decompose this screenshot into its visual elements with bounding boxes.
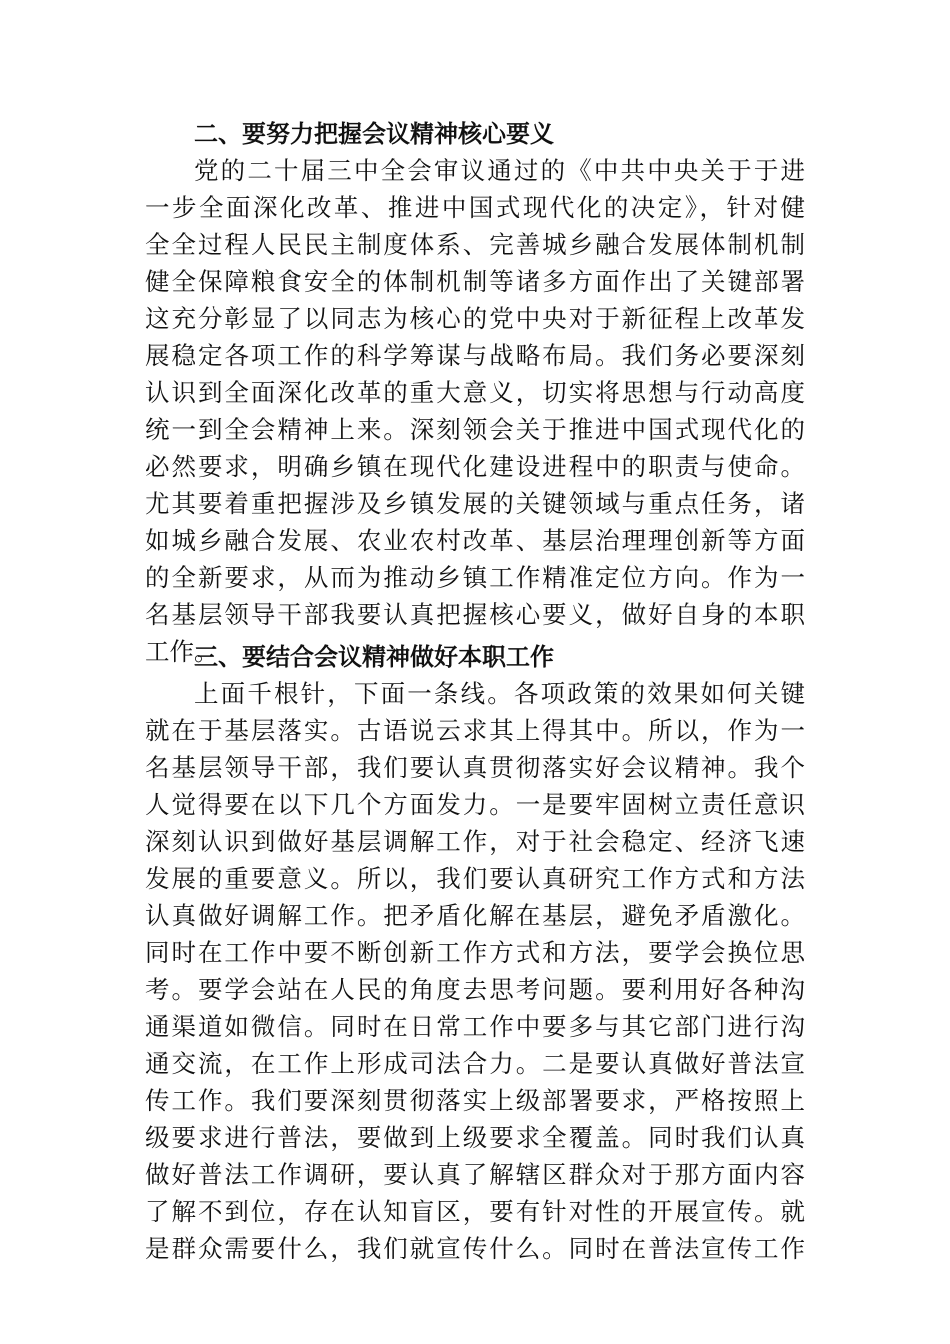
section-heading-3: 三、要结合会议精神做好本职工作	[194, 643, 554, 671]
paragraph-line: 尤其要着重把握涉及乡镇发展的关键领域与重点任务，诸	[145, 489, 805, 518]
paragraph-line: 的全新要求，从而为推动乡镇工作精准定位方向。作为一	[145, 563, 805, 592]
paragraph-line: 上面千根针，下面一条线。各项政策的效果如何关键	[194, 679, 805, 708]
paragraph-line: 认识到全面深化改革的重大意义，切实将思想与行动高度	[145, 378, 805, 407]
paragraph-line: 全全过程人民民主制度体系、完善城乡融合发展体制机制	[145, 230, 805, 259]
paragraph-line: 人觉得要在以下几个方面发力。一是要牢固树立责任意识	[145, 790, 805, 819]
paragraph-line: 名基层领导干部，我们要认真贯彻落实好会议精神。我个	[145, 753, 805, 782]
paragraph-line: 必然要求，明确乡镇在现代化建设进程中的职责与使命。	[145, 452, 805, 481]
paragraph-line: 是群众需要什么，我们就宣传什么。同时在普法宣传工作	[145, 1234, 805, 1263]
paragraph-line: 级要求进行普法，要做到上级要求全覆盖。同时我们认真	[145, 1123, 805, 1152]
section-heading-2: 二、要努力把握会议精神核心要义	[194, 120, 554, 148]
paragraph-line: 党的二十届三中全会审议通过的《中共中央关于于进	[194, 156, 805, 185]
paragraph-line: 考。要学会站在人民的角度去思考问题。要利用好各种沟	[145, 975, 805, 1004]
paragraph-line: 工作。	[145, 637, 219, 666]
paragraph-line: 展稳定各项工作的科学筹谋与战略布局。我们务必要深刻	[145, 341, 805, 370]
paragraph-line: 如城乡融合发展、农业农村改革、基层治理理创新等方面	[145, 526, 805, 555]
paragraph-line: 这充分彰显了以同志为核心的党中央对于新征程上改革发	[145, 304, 805, 333]
paragraph-line: 发展的重要意义。所以，我们要认真研究工作方式和方法	[145, 864, 805, 893]
paragraph-line: 名基层领导干部我要认真把握核心要义，做好自身的本职	[145, 600, 805, 629]
paragraph-line: 认真做好调解工作。把矛盾化解在基层，避免矛盾激化。	[145, 901, 805, 930]
paragraph-line: 通渠道如微信。同时在日常工作中要多与其它部门进行沟	[145, 1012, 805, 1041]
paragraph-line: 了解不到位，存在认知盲区，要有针对性的开展宣传。就	[145, 1197, 805, 1226]
paragraph-line: 健全保障粮食安全的体制机制等诸多方面作出了关键部署	[145, 267, 805, 296]
paragraph-line: 同时在工作中要不断创新工作方式和方法，要学会换位思	[145, 938, 805, 967]
paragraph-line: 做好普法工作调研，要认真了解辖区群众对于那方面内容	[145, 1160, 805, 1189]
paragraph-line: 一步全面深化改革、推进中国式现代化的决定》，针对健	[145, 193, 805, 222]
paragraph-line: 深刻认识到做好基层调解工作，对于社会稳定、经济飞速	[145, 827, 805, 856]
paragraph-line: 统一到全会精神上来。深刻领会关于推进中国式现代化的	[145, 415, 805, 444]
paragraph-line: 就在于基层落实。古语说云求其上得其中。所以，作为一	[145, 716, 805, 745]
paragraph-line: 传工作。我们要深刻贯彻落实上级部署要求，严格按照上	[145, 1086, 805, 1115]
paragraph-line: 通交流，在工作上形成司法合力。二是要认真做好普法宣	[145, 1049, 805, 1078]
